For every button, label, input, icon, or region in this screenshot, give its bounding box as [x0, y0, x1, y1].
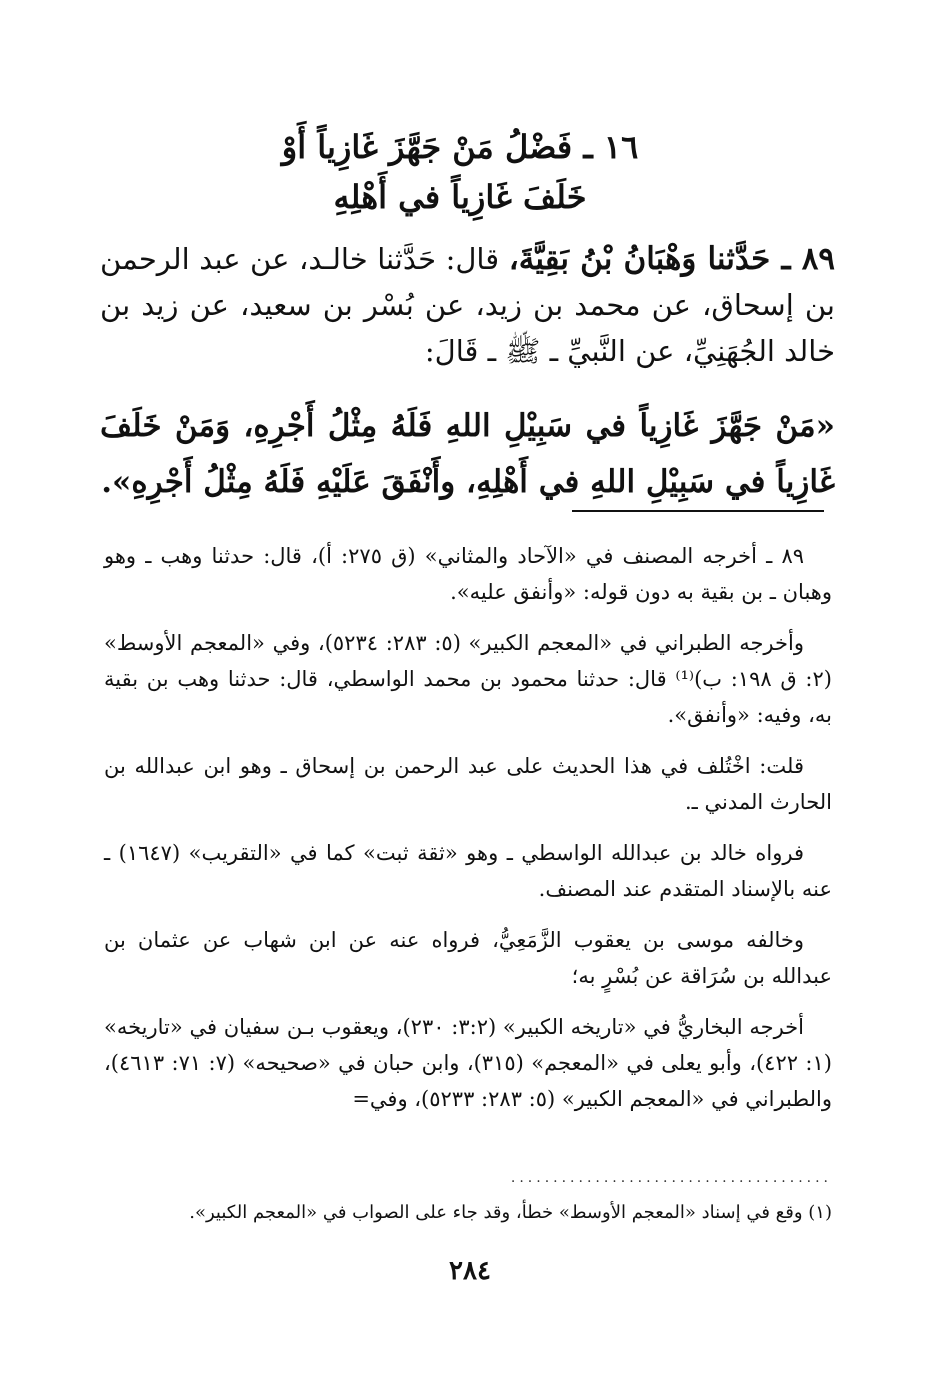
hadith-isnad: [100, 236, 835, 374]
note-paragraph: قلت: اخْتُلف في هذا الحديث على عبد الرحمن بن إسحاق ـ وهو ابن عبدالله بن الحارث المدني ـ.: [104, 754, 832, 814]
isnad-chain: قال: حَدَّثنا خالـد، عن عبد الرحمن بن إسحاق، عن محمد بن زيد، عن بُسْر بن سعيد، عن زيد بن خالد الجُهَنِيِّ، عن النَّبيِّ ـ ﷺ ـ قَالَ:: [100, 242, 835, 368]
note-paragraph: ٨٩ ـ أخرجه المصنف في «الآحاد والمثاني» (ق ٢٧٥: أ)، قال: حدثنا وهب ـ وهو وهبان ـ بن بقية به دون قوله: «وأنفق عليه».: [104, 544, 832, 604]
isnad-paragraph: [100, 236, 835, 374]
note-paragraph: وخالفه موسى بن يعقوب الزَّمَعِيُّ، فرواه عنه عن ابن شهاب عن عثمان بن عبدالله بن سُرَاقة عن بُسْرٍ به؛: [104, 928, 832, 988]
chapter-heading: [180, 122, 740, 222]
chapter-title-line-2: خَلَفَ غَازِياً في أَهْلِهِ: [333, 178, 587, 216]
footnote-divider: [572, 510, 824, 512]
commentary-notes: [104, 538, 832, 1132]
chapter-title-line-1: ١٦ ـ فَضْلُ مَنْ جَهَّزَ غَازِياً أَوْ: [281, 128, 639, 166]
hadith-number-lead: ٨٩ ـ حَدَّثنا وَهْبَانُ بْنُ بَقِيَّةَ،: [508, 241, 835, 277]
note-paragraph: وأخرجه الطبراني في «المعجم الكبير» (٥: ٢٨٣: ٥٢٣٤)، وفي «المعجم الأوسط» (٢: ق ١٩٨: ب)⁽¹⁾ قال: حدثنا محمود بن محمد الواسطي، قال: حدثنا وهب بن بقية به، وفيه: «وأنفق».: [104, 631, 832, 727]
note-paragraph: فرواه خالد بن عبدالله الواسطي ـ وهو «ثقة ثبت» كما في «التقريب» (١٦٤٧) ـ عنه بالإسناد المتقدم عند المصنف.: [104, 841, 832, 901]
hadith-matn: «مَنْ جَهَّزَ غَازِياً في سَبِيْلِ اللهِ فَلَهُ مِثْلُ أَجْرِهِ، وَمَنْ خَلَفَ غَازِياً في سَبِيْلِ اللهِ في أَهْلِهِ، وأَنْفَقَ عَلَيْهِ فَلَهُ مِثْلُ أَجْرِهِ».: [100, 408, 835, 500]
dotted-separator: ......................................: [510, 1170, 832, 1186]
page-number: ٢٨٤: [449, 1256, 491, 1286]
footnote-1: (١) وقع في إسناد «المعجم الأوسط» خطأ، وقد جاء على الصواب في «المعجم الكبير».: [189, 1202, 832, 1223]
note-paragraph: أخرجه البخاريُّ في «تاريخه الكبير» (٣:٢: ٢٣٠)، ويعقوب بـن سفيان في «تاريخه» (١: ٤٢٢)، وأبو يعلى في «المعجم» (٣١٥)، وابن حبان في «صحيحه» (٧: ٧١: ٤٦١٣)، والطبراني في «المعجم الكبير» (٥: ٢٨٣: ٥٢٣٣)، وفي=: [104, 1015, 832, 1111]
